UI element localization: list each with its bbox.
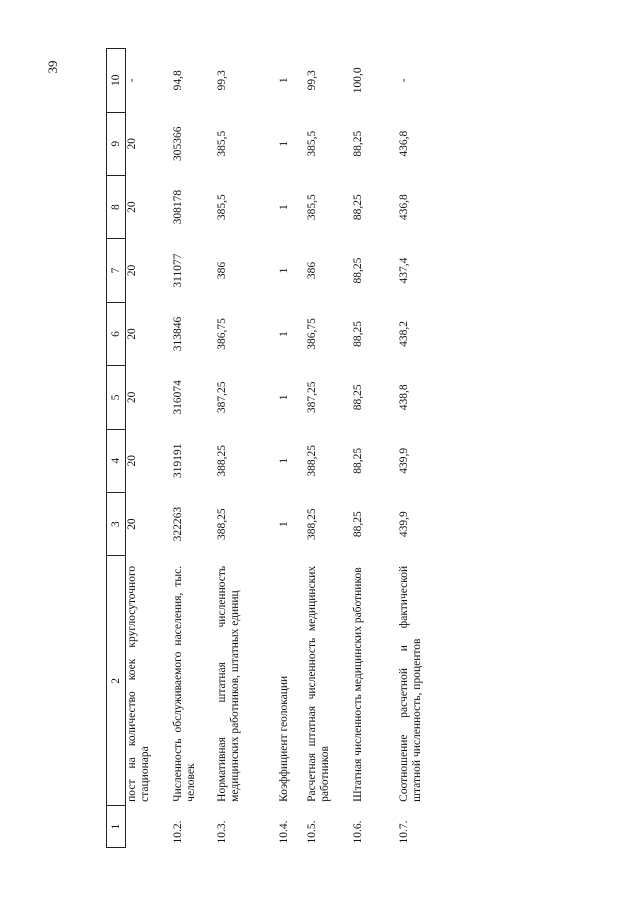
row-number: 10.2. [171,820,184,844]
cell-value: 322263 [171,506,184,542]
cell-value: 438,2 [397,321,410,347]
cell-value: 99,3 [305,70,318,91]
cell-value: 20 [126,455,138,467]
cell-value: 88,25 [351,511,364,538]
cell-value: 20 [126,328,138,340]
row-number [126,806,172,848]
cell-value: 1 [277,204,290,210]
cell-value: 88,25 [351,321,364,347]
cell-value: 386,75 [215,318,228,350]
table-row [172,49,216,848]
column-header: 6 [107,302,126,365]
rotated-table-container [106,48,436,848]
cell-value: 388,25 [305,508,318,540]
row-number: 10.4. [277,820,290,844]
cell-value: 305366 [171,126,184,161]
cell-value: 100,0 [351,67,364,94]
cell-value: 388,25 [305,444,318,477]
cell-value: 88,25 [351,257,364,284]
cell-value: 20 [126,201,138,213]
cell-value: 387,25 [215,381,228,414]
cell-value: 386 [305,261,318,280]
column-header: 8 [107,175,126,238]
cell-value: 88,25 [351,194,364,221]
cell-value: 1 [277,457,290,464]
row-label: Соотношение расчетной и фактической штатной численность, процентов [397,565,423,802]
cell-value: 308178 [171,189,184,225]
column-header: 10 [107,49,126,113]
cell-value: 1 [277,77,290,84]
cell-value: - [397,78,410,83]
row-label: Штатная численность медицинских работников [351,567,364,802]
cell-value: 88,25 [351,130,364,157]
cell-value: 438,8 [397,384,410,411]
row-number: 10.5. [305,820,318,844]
cell-value: 385,5 [305,194,318,221]
cell-value: 386 [215,261,228,280]
cell-value: 385,5 [215,194,228,221]
cell-value: 388,25 [215,444,228,477]
cell-value: 439,9 [397,447,410,474]
column-header: 5 [107,366,126,429]
cell-value: 385,5 [305,130,318,157]
cell-value: 20 [126,391,138,404]
cell-value: 436,8 [397,194,410,221]
cell-value: 388,25 [215,508,228,540]
cell-value: 1 [277,521,290,528]
header-row [107,49,126,848]
cell-value: 20 [126,264,138,277]
page-number: 39 [45,60,60,74]
column-header: 4 [107,429,126,492]
cell-value: 386,75 [305,318,318,350]
table-row [306,49,352,848]
cell-value: 439,9 [397,511,410,538]
row-label: Коэффициент геолокации [277,675,290,802]
cell-value: 88,25 [351,384,364,411]
row-label: пост на количество коек круглосуточного стационара [126,565,151,802]
column-header: 7 [107,239,126,302]
cell-value: 20 [126,137,138,150]
row-label: Численность обслуживаемого населения, тыс. человек [171,565,197,802]
cell-value: 385,5 [215,130,228,157]
cell-value: 99,3 [215,70,228,91]
cell-value: 1 [277,140,290,147]
cell-value: 319191 [171,443,184,478]
table-row [278,49,306,848]
row-label: Нормативная штатная численность медицинских работников, штатных единиц [215,565,241,802]
row-number: 10.6. [351,820,364,844]
cell-value: 1 [277,331,290,337]
column-header: 2 [107,556,126,806]
cell-value: 88,25 [351,447,364,474]
cell-value: 311077 [171,253,184,288]
cell-value: 313846 [171,316,184,352]
row-label: Расчетная штатная численность медицинских работников [305,565,331,802]
cell-value: 387,25 [305,381,318,414]
cell-value: - [126,78,138,83]
cell-value: 437,4 [397,257,410,284]
column-header: 1 [107,806,126,848]
cell-value: 1 [277,267,290,274]
cell-value: 1 [277,394,290,401]
table-row [398,49,442,848]
table-row [126,49,172,848]
cell-value: 436,8 [397,130,410,157]
column-header: 3 [107,492,126,555]
cell-value: 20 [126,518,138,530]
table-row [216,49,278,848]
table-row [352,49,398,848]
data-table [106,48,442,848]
column-header: 9 [107,112,126,175]
row-number: 10.7. [397,820,410,844]
row-number: 10.3. [215,820,228,844]
cell-value: 316074 [171,380,184,415]
cell-value: 94,8 [171,70,184,91]
